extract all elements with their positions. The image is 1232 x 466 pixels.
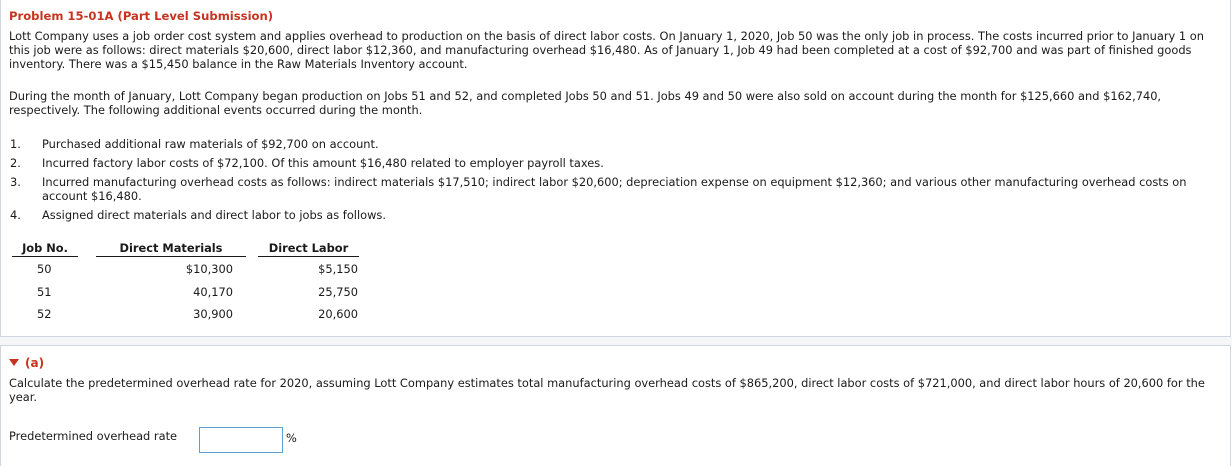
- table-cell: 51: [37, 285, 52, 299]
- rate-label: Predetermined overhead rate: [9, 429, 178, 443]
- problem-title: Problem 15-01A (Part Level Submission): [9, 9, 274, 23]
- header-direct-labor: Direct Labor: [258, 241, 359, 257]
- overhead-rate-input[interactable]: [199, 427, 283, 453]
- problem-paragraph-2: During the month of January, Lott Company began production on Jobs 51 and 52, and completed Jobs 50 and 51. Jobs 49 and 50 were also sold on account during the month for $125,660 and $162,740, respectively. The following additional events occurred during the month.: [9, 89, 1162, 117]
- list-item: 4. Assigned direct materials and direct labor to jobs as follows.: [10, 208, 386, 222]
- table-cell: 52: [37, 307, 52, 321]
- caret-down-icon: [9, 359, 19, 366]
- list-item: 2. Incurred factory labor costs of $72,100. Of this amount $16,480 related to employer payroll taxes.: [10, 156, 604, 170]
- problem-paragraph-1: Lott Company uses a job order cost system and applies overhead to production on the basis of direct labor costs. On January 1, 2020, Job 50 was the only job in process. The costs incurred prior to January 1 on this job were as follows: direct materials $20,600, direct labor $12,360, and manufacturing overhead $16,480. As of January 1, Job 49 had been completed at a cost of $92,700 and was part of finished goods inventory. There was a $15,450 balance in the Raw Materials Inventory account.: [9, 29, 1204, 71]
- part-a-question: Calculate the predetermined overhead rate for 2020, assuming Lott Company estimates total manufacturing overhead costs of $865,200, direct labor costs of $721,000, and direct labor hours of 20,600 for the year.: [9, 376, 1205, 404]
- table-cell: $10,300: [185, 262, 233, 276]
- table-cell: 25,750: [318, 285, 358, 299]
- list-item: 3. Incurred manufacturing overhead costs as follows: indirect materials $17,510; indirect labor $20,600; depreciation expense on equipment $12,360; and various other manufacturing overhead costs on account $16,480.: [10, 175, 1187, 203]
- table-cell: $5,150: [318, 262, 358, 276]
- header-direct-materials: Direct Materials: [96, 241, 246, 257]
- header-job-no: Job No.: [12, 241, 78, 257]
- table-cell: 30,900: [193, 307, 233, 321]
- part-a-toggle[interactable]: [9, 356, 44, 370]
- table-cell: 20,600: [318, 307, 358, 321]
- table-cell: 40,170: [193, 285, 233, 299]
- events-list: [10, 137, 1220, 227]
- list-item: 1. Purchased additional raw materials of $92,700 on account.: [10, 137, 379, 151]
- part-a-panel: [0, 345, 1231, 466]
- part-a-label: (a): [25, 356, 45, 370]
- percent-unit: %: [286, 431, 297, 445]
- section-divider: [0, 337, 1232, 345]
- table-cell: 50: [37, 262, 52, 276]
